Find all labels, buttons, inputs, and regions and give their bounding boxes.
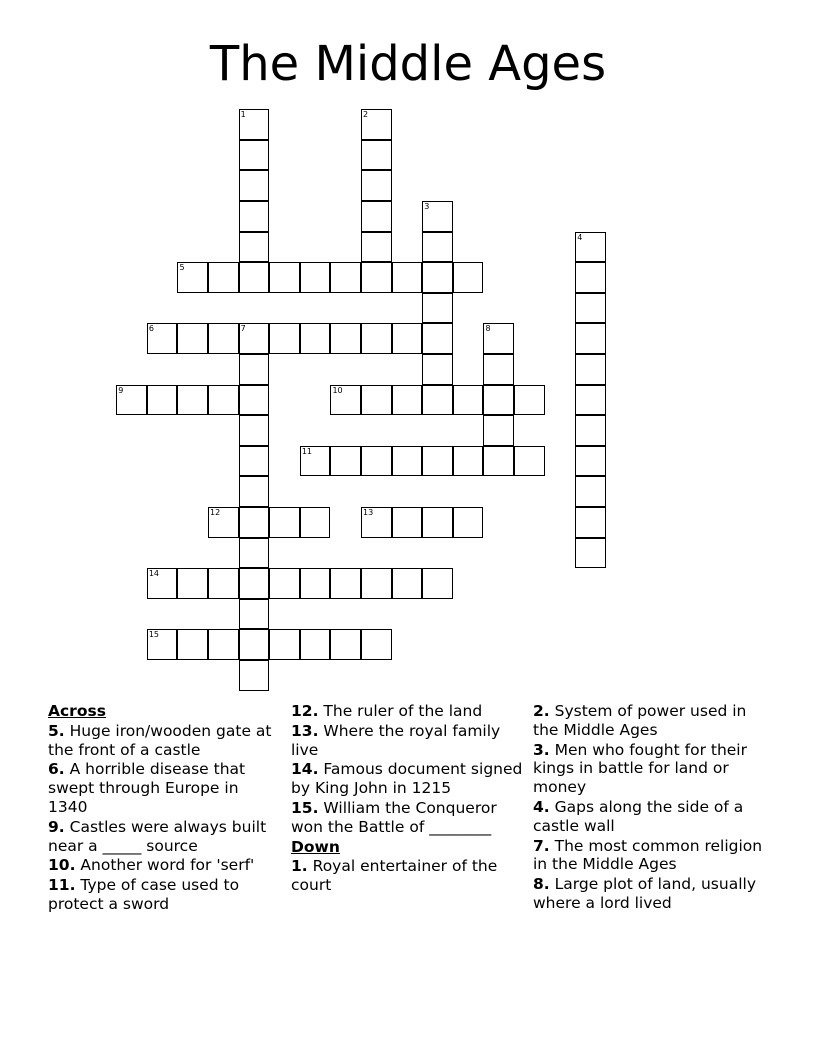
clue-number: 10	[332, 385, 343, 395]
clue-number: 15	[148, 630, 160, 640]
clue-number: 12	[210, 508, 221, 518]
grid-cell[interactable]	[575, 507, 606, 538]
clue-item	[291, 722, 523, 760]
grid-cell[interactable]	[330, 446, 361, 477]
clue-number-label: 8.	[533, 875, 550, 894]
clue-number: 6	[148, 324, 154, 334]
grid-cell[interactable]	[575, 323, 606, 354]
clue-number-label: 11.	[48, 876, 76, 895]
clue-item	[291, 799, 523, 837]
grid-cell[interactable]	[208, 262, 239, 293]
grid-cell[interactable]	[392, 446, 423, 477]
clue-number: 3	[424, 202, 430, 212]
grid-cell[interactable]	[208, 385, 239, 416]
grid-cell[interactable]	[269, 629, 300, 660]
grid-cell[interactable]	[208, 507, 239, 538]
grid-cell[interactable]	[422, 446, 453, 477]
grid-cell[interactable]	[575, 262, 606, 293]
clue-text: Huge iron/wooden gate at the front of a castle	[48, 721, 272, 759]
grid-cell[interactable]	[392, 323, 423, 354]
grid-cell[interactable]	[575, 476, 606, 507]
grid-cell[interactable]	[453, 446, 484, 477]
grid-cell[interactable]	[514, 385, 545, 416]
grid-cell[interactable]	[147, 385, 178, 416]
grid-cell[interactable]	[392, 507, 423, 538]
grid-cell[interactable]	[361, 568, 392, 599]
grid-cell[interactable]	[269, 568, 300, 599]
clue-item	[533, 837, 773, 875]
grid-cell[interactable]	[300, 262, 331, 293]
grid-cell[interactable]	[239, 140, 270, 171]
clue-number-label: 5.	[48, 721, 65, 740]
clue-text: Gaps along the side of a castle wall	[533, 797, 744, 835]
grid-cell[interactable]	[116, 385, 147, 416]
grid-cell[interactable]	[239, 170, 270, 201]
grid-cell[interactable]	[422, 262, 453, 293]
grid-cell[interactable]	[422, 323, 453, 354]
clue-number-label: 12.	[291, 702, 319, 720]
grid-cell[interactable]	[422, 354, 453, 385]
clue-number-label: 13.	[291, 721, 319, 740]
grid-cell[interactable]	[575, 538, 606, 569]
grid-cell[interactable]	[269, 507, 300, 538]
grid-cell[interactable]	[483, 354, 514, 385]
grid-cell[interactable]	[208, 323, 239, 354]
grid-cell[interactable]	[300, 323, 331, 354]
grid-cell[interactable]	[330, 323, 361, 354]
grid-cell[interactable]	[239, 323, 270, 354]
grid-cell[interactable]	[177, 568, 208, 599]
grid-cell[interactable]	[208, 629, 239, 660]
grid-cell[interactable]	[392, 262, 423, 293]
grid-cell[interactable]	[239, 507, 270, 538]
grid-cell[interactable]	[422, 568, 453, 599]
grid-cell[interactable]	[514, 446, 545, 477]
across-heading: Across	[48, 702, 106, 720]
grid-cell[interactable]	[361, 446, 392, 477]
grid-cell[interactable]	[330, 262, 361, 293]
clue-number: 8	[485, 324, 491, 334]
clue-text: Men who fought for their kings in battle for land or money	[533, 740, 747, 797]
grid-cell[interactable]	[269, 323, 300, 354]
grid-cell[interactable]	[361, 201, 392, 232]
clue-number-label: 14.	[291, 760, 319, 779]
clue-number-label: 15.	[291, 798, 319, 817]
grid-cell[interactable]	[361, 507, 392, 538]
grid-cell[interactable]	[575, 385, 606, 416]
grid-cell[interactable]	[392, 568, 423, 599]
grid-cell[interactable]	[177, 385, 208, 416]
grid-cell[interactable]	[239, 201, 270, 232]
grid-cell[interactable]	[575, 446, 606, 477]
puzzle-title: The Middle Ages	[209, 36, 607, 92]
grid-cell[interactable]	[422, 293, 453, 324]
clues-column-3	[533, 702, 773, 914]
clue-number-label: 3.	[533, 740, 550, 759]
grid-cell[interactable]	[147, 323, 178, 354]
clue-text: System of power used in the Middle Ages	[533, 702, 747, 739]
grid-cell[interactable]	[239, 446, 270, 477]
grid-cell[interactable]	[239, 109, 270, 140]
grid-cell[interactable]	[269, 262, 300, 293]
clue-number: 13	[363, 508, 374, 518]
grid-cell[interactable]	[483, 323, 514, 354]
clue-text: Where the royal family live	[291, 721, 501, 759]
grid-cell[interactable]	[575, 232, 606, 263]
clue-text: Type of case used to protect a sword	[48, 876, 240, 913]
grid-cell[interactable]	[330, 385, 361, 416]
clue-item	[533, 702, 773, 740]
clue-number-label: 9.	[48, 817, 65, 836]
clues-column-2	[291, 702, 523, 896]
grid-cell[interactable]	[361, 629, 392, 660]
clue-text: The most common religion in the Middle Ages	[533, 836, 763, 874]
clue-number: 1	[240, 110, 246, 120]
grid-cell[interactable]	[239, 354, 270, 385]
grid-cell[interactable]	[147, 629, 178, 660]
clue-item	[533, 875, 773, 913]
clue-text: Famous document signed by King John in 1215	[291, 760, 523, 798]
grid-cell[interactable]	[239, 476, 270, 507]
grid-cell[interactable]	[177, 629, 208, 660]
grid-cell[interactable]	[361, 385, 392, 416]
grid-cell[interactable]	[239, 568, 270, 599]
grid-cell[interactable]	[177, 262, 208, 293]
clue-number: 2	[363, 110, 369, 120]
grid-cell[interactable]	[300, 507, 331, 538]
grid-cell[interactable]	[239, 385, 270, 416]
clue-item	[48, 760, 280, 816]
grid-cell[interactable]	[239, 629, 270, 660]
grid-cell[interactable]	[361, 232, 392, 263]
grid-cell[interactable]	[330, 568, 361, 599]
grid-cell[interactable]	[483, 385, 514, 416]
clue-text: A horrible disease that swept through Europe in 1340	[48, 760, 246, 816]
grid-cell[interactable]	[361, 170, 392, 201]
clue-number-label: 7.	[533, 836, 550, 855]
clue-number-label: 1.	[291, 857, 308, 876]
grid-cell[interactable]	[453, 385, 484, 416]
grid-cell[interactable]	[361, 262, 392, 293]
grid-cell[interactable]	[239, 232, 270, 263]
grid-cell[interactable]	[177, 323, 208, 354]
grid-cell[interactable]	[422, 232, 453, 263]
clues-column-1	[48, 702, 280, 915]
grid-cell[interactable]	[422, 507, 453, 538]
clue-number-label: 10.	[48, 856, 76, 875]
grid-cell[interactable]	[147, 568, 178, 599]
grid-cell[interactable]	[300, 568, 331, 599]
grid-cell[interactable]	[575, 354, 606, 385]
grid-cell[interactable]	[361, 140, 392, 171]
clue-item	[291, 857, 523, 895]
grid-cell[interactable]	[483, 415, 514, 446]
grid-cell[interactable]	[453, 507, 484, 538]
grid-cell[interactable]	[239, 262, 270, 293]
clue-item	[533, 741, 773, 797]
grid-cell[interactable]	[422, 201, 453, 232]
grid-cell[interactable]	[300, 446, 331, 477]
grid-cell[interactable]	[330, 629, 361, 660]
grid-cell[interactable]	[361, 323, 392, 354]
grid-cell[interactable]	[239, 415, 270, 446]
grid-cell[interactable]	[392, 385, 423, 416]
clue-text: Another word for 'serf'	[80, 856, 255, 875]
clue-text: The ruler of the land	[323, 702, 483, 720]
clue-number: 4	[577, 232, 583, 242]
clue-number-label: 4.	[533, 797, 550, 816]
clue-number: 9	[118, 385, 124, 395]
clue-number: 11	[301, 446, 313, 456]
grid-cell[interactable]	[575, 415, 606, 446]
clue-item	[533, 798, 773, 836]
grid-cell[interactable]	[575, 293, 606, 324]
clue-number: 14	[148, 569, 160, 579]
clue-number-label: 2.	[533, 702, 550, 720]
grid-cell[interactable]	[239, 599, 270, 630]
clue-item	[291, 760, 523, 798]
down-heading: Down	[291, 837, 340, 856]
grid-cell[interactable]	[300, 629, 331, 660]
clue-item	[48, 856, 280, 875]
clue-text: Royal entertainer of the court	[291, 857, 498, 895]
grid-cell[interactable]	[483, 446, 514, 477]
grid-cell[interactable]	[422, 385, 453, 416]
grid-cell[interactable]	[239, 538, 270, 569]
clue-text: Large plot of land, usually where a lord lived	[533, 875, 756, 912]
grid-cell[interactable]	[208, 568, 239, 599]
clue-item	[291, 702, 523, 721]
grid-cell[interactable]	[239, 660, 270, 691]
clue-text: Castles were always built near a _____ source	[48, 817, 267, 855]
clue-item	[48, 818, 280, 856]
clue-number: 7	[240, 324, 246, 334]
clue-text: William the Conqueror won the Battle of ________	[291, 798, 497, 836]
clue-number-label: 6.	[48, 760, 65, 779]
grid-cell[interactable]	[453, 262, 484, 293]
clue-number: 5	[179, 263, 185, 273]
clue-item	[48, 722, 280, 760]
clue-item	[48, 876, 280, 914]
grid-cell[interactable]	[361, 109, 392, 140]
